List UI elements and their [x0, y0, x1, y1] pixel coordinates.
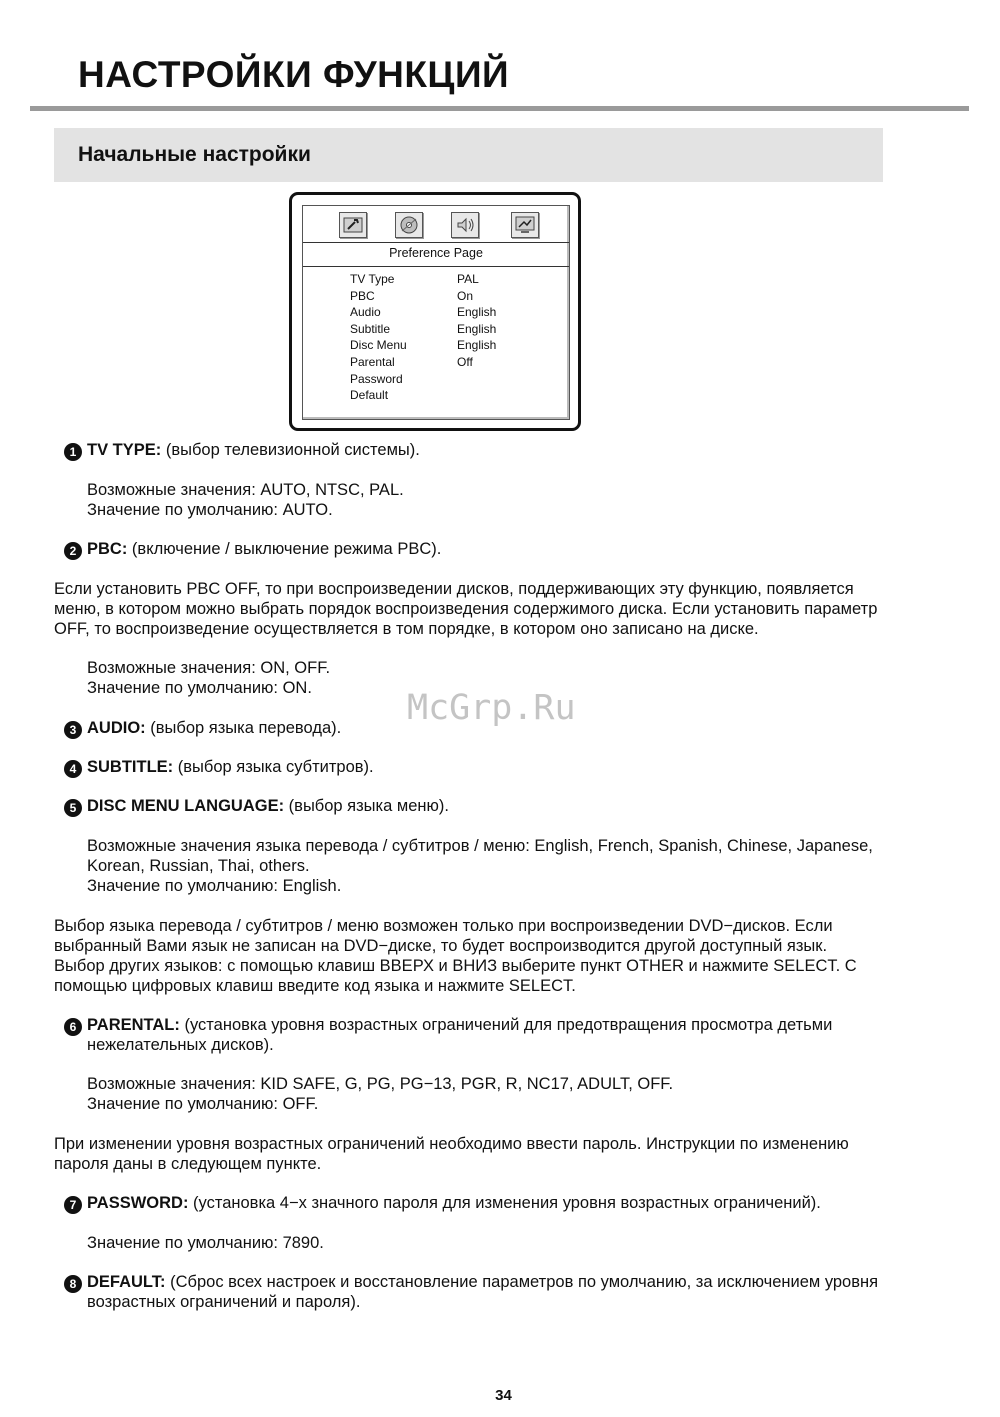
- tv-type-values: Возможные значения: AUTO, NTSC, PAL.: [87, 481, 404, 499]
- pbc-paragraph-line: OFF, то воспроизведение осуществляется в том порядке, в котором оно записано на диске.: [54, 620, 759, 638]
- subtitle-term: SUBTITLE:: [87, 758, 174, 776]
- section-title: Начальные настройки: [78, 143, 311, 166]
- menu-label: Default: [350, 388, 389, 403]
- item-number-badge: 3: [64, 721, 82, 739]
- menu-label: Audio: [350, 305, 381, 320]
- item-number-badge: 2: [64, 542, 82, 560]
- parental-paragraph-line: пароля даны в следующем пункте.: [54, 1155, 322, 1173]
- password-term: PASSWORD:: [87, 1194, 189, 1212]
- menu-value: On: [457, 288, 474, 303]
- menu-value: English: [457, 338, 497, 353]
- pbc-values: Возможные значения: ON, OFF.: [87, 659, 331, 677]
- osd-menu-icon-bar: [303, 206, 569, 243]
- disc-menu-paragraph-line: помощью цифровых клавиш введите код языка и нажмите SELECT.: [54, 977, 576, 995]
- menu-label: PBC: [350, 288, 375, 303]
- disc-menu-paragraph-line: Выбор других языков: с помощью клавиш ВВЕРХ и ВНИЗ выберите пункт OTHER и нажмите SELECT. С: [54, 957, 857, 975]
- osd-menu-divider: [303, 266, 569, 267]
- menu-label: TV Type: [350, 272, 395, 286]
- pbc-term: PBC:: [87, 540, 128, 558]
- menu-value: English: [457, 305, 497, 320]
- menu-label: Subtitle: [350, 321, 391, 336]
- disc-menu-desc: (выбор языка меню).: [284, 797, 449, 815]
- default-term: DEFAULT:: [87, 1273, 166, 1291]
- audio-term: AUDIO:: [87, 719, 146, 737]
- disc-icon: [395, 212, 423, 238]
- subtitle-heading: [87, 757, 374, 777]
- disc-menu-paragraph-line: Выбор языка перевода / субтитров / меню возможен только при воспроизведении DVD−дисков. Если: [54, 917, 833, 935]
- menu-value: Off: [457, 354, 473, 369]
- page-title: НАСТРОЙКИ ФУНКЦИЙ: [78, 54, 510, 95]
- parental-values: Возможные значения: KID SAFE, G, PG, PG−13, PGR, R, NC17, ADULT, OFF.: [87, 1075, 674, 1093]
- pbc-default: Значение по умолчанию: ON.: [87, 679, 312, 697]
- default-desc: (Сброс всех настроек и восстановление параметров по умолчанию, за исключением уровня: [165, 1273, 879, 1291]
- pbc-paragraph-line: меню, в котором можно выбрать порядок воспроизведения содержимого диска. Если установить параметр: [54, 600, 878, 618]
- menu-value: English: [457, 321, 497, 336]
- item-number-badge: 6: [64, 1018, 82, 1036]
- password-desc: (установка 4−х значного пароля для изменения уровня возрастных ограничений).: [188, 1194, 821, 1212]
- parental-desc-cont: нежелательных дисков).: [87, 1036, 274, 1054]
- menu-label: Password: [350, 371, 403, 386]
- item-number-badge: 7: [64, 1196, 82, 1214]
- disc-menu-term: DISC MENU LANGUAGE:: [87, 797, 285, 815]
- pbc-heading: [87, 539, 441, 559]
- title-rule: [30, 106, 969, 111]
- pbc-desc: (включение / выключение режима PBC).: [127, 540, 442, 558]
- wrench-icon: [339, 212, 367, 238]
- disc-menu-default: Значение по умолчанию: English.: [87, 877, 342, 895]
- default-heading: [87, 1272, 878, 1292]
- disc-menu-paragraph-line: выбранный Вами язык не записан на DVD−диске, то будет воспроизводится другой доступный язык.: [54, 937, 828, 955]
- speaker-icon: [451, 212, 479, 238]
- parental-paragraph-line: При изменении уровня возрастных ограничений необходимо ввести пароль. Инструкции по изменению: [54, 1135, 849, 1153]
- menu-label: Disc Menu: [350, 338, 407, 353]
- monitor-icon: [511, 212, 539, 238]
- tv-type-heading: [87, 440, 420, 460]
- section-header: [54, 128, 883, 182]
- item-number-badge: 1: [64, 443, 82, 461]
- default-desc-cont: возрастных ограничений и пароля).: [87, 1293, 361, 1311]
- page-number: 34: [495, 1387, 512, 1404]
- disc-menu-values-line: Возможные значения языка перевода / субтитров / меню: English, French, Spanish, Chinese, Japanese,: [87, 837, 873, 855]
- pbc-paragraph-line: Если установить PBC OFF, то при воспроизведении дисков, поддерживающих эту функцию, появляется: [54, 580, 854, 598]
- parental-desc: (установка уровня возрастных ограничений для предотвращения просмотра детьми: [179, 1016, 833, 1034]
- tv-type-term: TV TYPE:: [87, 441, 162, 459]
- osd-menu-heading: Preference Page: [389, 246, 483, 260]
- disc-menu-heading: [87, 796, 449, 816]
- audio-desc: (выбор языка перевода).: [145, 719, 342, 737]
- parental-default: Значение по умолчанию: OFF.: [87, 1095, 319, 1113]
- audio-heading: [87, 718, 341, 738]
- tv-type-desc: (выбор телевизионной системы).: [161, 441, 420, 459]
- osd-menu-panel: [302, 205, 570, 420]
- menu-value: PAL: [457, 272, 479, 286]
- subtitle-desc: (выбор языка субтитров).: [173, 758, 374, 776]
- tv-type-default: Значение по умолчанию: AUTO.: [87, 501, 333, 519]
- osd-menu-screenshot: [289, 192, 581, 431]
- parental-term: PARENTAL:: [87, 1016, 180, 1034]
- disc-menu-values-line: Korean, Russian, Thai, others.: [87, 857, 310, 875]
- parental-heading: [87, 1015, 832, 1035]
- menu-label: Parental: [350, 354, 395, 369]
- item-number-badge: 4: [64, 760, 82, 778]
- item-number-badge: 8: [64, 1275, 82, 1293]
- item-number-badge: 5: [64, 799, 82, 817]
- password-heading: [87, 1193, 821, 1213]
- password-default: Значение по умолчанию: 7890.: [87, 1234, 324, 1252]
- watermark: McGrp.Ru: [407, 688, 576, 728]
